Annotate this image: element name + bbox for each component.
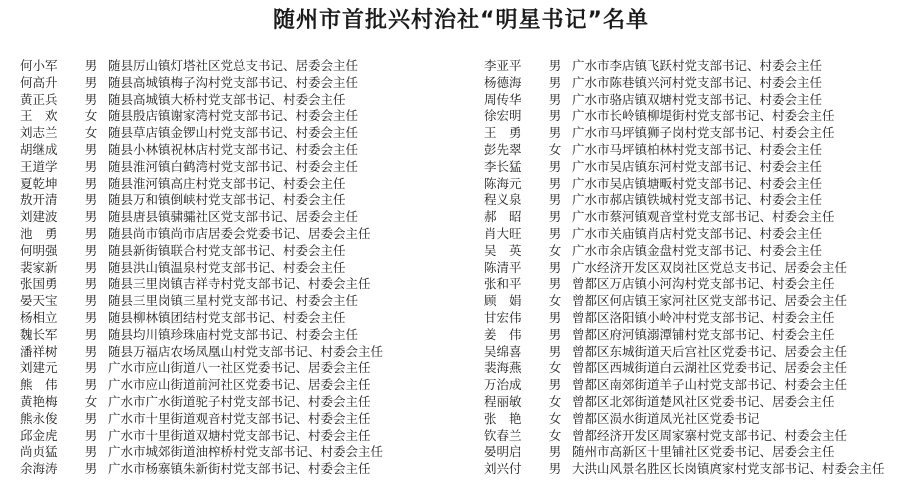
person-gender: 男 bbox=[84, 175, 98, 191]
person-position: 曾都区西城街道白云湖社区党委书记、居委会主任 bbox=[572, 360, 848, 376]
person-name: 晏明启 bbox=[484, 444, 522, 460]
person-name: 周传华 bbox=[484, 91, 522, 107]
list-item bbox=[484, 461, 885, 478]
person-gender: 男 bbox=[548, 461, 562, 477]
person-gender: 男 bbox=[548, 74, 562, 90]
person-name: 李亚平 bbox=[484, 58, 522, 73]
list-item bbox=[20, 461, 383, 478]
person-name: 胡继成 bbox=[20, 141, 58, 157]
person-position: 随县殷店镇谢家湾村党支部书记、村委会主任 bbox=[108, 108, 359, 124]
person-position: 随县三里岗镇吉祥寺村党支部书记、村委会主任 bbox=[108, 276, 371, 292]
list-item bbox=[20, 108, 383, 125]
person-name: 杨德海 bbox=[484, 74, 522, 90]
person-position: 随县淮河镇白鹤湾村党支部书记、村委会主任 bbox=[108, 158, 359, 174]
list-item bbox=[484, 92, 885, 109]
person-name: 黄艳梅 bbox=[20, 393, 58, 409]
person-position: 广水市骆店镇双塘村党支部书记、村委会主任 bbox=[572, 91, 823, 107]
person-position: 曾都区何店镇王家河社区党支部书记、居委会主任 bbox=[572, 293, 848, 309]
person-position: 广水市吴店镇东河村党支部书记、村委会主任 bbox=[572, 158, 823, 174]
person-name: 裴家新 bbox=[20, 259, 58, 275]
person-position: 广水市蔡河镇观音堂村党支部书记、村委会主任 bbox=[572, 209, 835, 225]
person-name: 姜 伟 bbox=[484, 326, 522, 342]
person-position: 曾都区府河镇溺潭铺村党支部书记、村委会主任 bbox=[572, 326, 835, 342]
person-name: 熊永俊 bbox=[20, 410, 58, 426]
person-name: 顾 娟 bbox=[484, 293, 522, 309]
person-name: 杨相立 bbox=[20, 309, 58, 325]
person-gender: 男 bbox=[84, 461, 98, 477]
person-position: 广水市余店镇金盘村党支部书记、村委会主任 bbox=[572, 242, 823, 258]
list-item bbox=[484, 327, 885, 344]
person-name: 王 欢 bbox=[20, 108, 58, 124]
person-name: 万治成 bbox=[484, 377, 522, 393]
person-name: 李长猛 bbox=[484, 158, 522, 174]
person-name: 郝 昭 bbox=[484, 209, 522, 225]
person-gender: 女 bbox=[548, 410, 562, 426]
person-gender: 男 bbox=[84, 326, 98, 342]
person-gender: 女 bbox=[84, 108, 98, 124]
person-position: 大洪山风景名胜区长岗镇庹家村党支部书记、村委会主任 bbox=[572, 461, 885, 477]
person-gender: 男 bbox=[548, 326, 562, 342]
list-item bbox=[484, 310, 885, 327]
person-position: 随县新街镇联合村党支部书记、村委会主任 bbox=[108, 242, 346, 258]
person-name: 刘建波 bbox=[20, 209, 58, 225]
person-gender: 男 bbox=[84, 444, 98, 460]
list-item bbox=[20, 260, 383, 277]
left-list bbox=[20, 58, 383, 478]
person-gender: 男 bbox=[548, 91, 562, 107]
list-item bbox=[20, 226, 383, 243]
person-name: 黄正兵 bbox=[20, 91, 58, 107]
person-gender: 男 bbox=[84, 141, 98, 157]
list-item bbox=[484, 428, 885, 445]
person-name: 刘建元 bbox=[20, 360, 58, 376]
person-name: 何明强 bbox=[20, 242, 58, 258]
list-item bbox=[484, 260, 885, 277]
person-gender: 男 bbox=[548, 209, 562, 225]
person-gender: 男 bbox=[84, 209, 98, 225]
person-name: 夏乾坤 bbox=[20, 175, 58, 191]
list-item bbox=[484, 75, 885, 92]
list-item bbox=[20, 176, 383, 193]
person-position: 曾都区洛阳镇小岭冲村党支部书记、村委会主任 bbox=[572, 309, 835, 325]
person-gender: 男 bbox=[84, 74, 98, 90]
list-item bbox=[20, 276, 383, 293]
person-position: 随县高城镇梅子沟村党支部书记、村委会主任 bbox=[108, 74, 359, 90]
person-name: 甘宏伟 bbox=[484, 309, 522, 325]
person-name: 潘祥树 bbox=[20, 343, 58, 359]
person-name: 张 艳 bbox=[484, 410, 522, 426]
list-item bbox=[20, 58, 383, 75]
list-item bbox=[484, 58, 885, 75]
person-gender: 男 bbox=[84, 276, 98, 292]
list-item bbox=[20, 125, 383, 142]
person-position: 随县高城镇大桥村党支部书记、村委会主任 bbox=[108, 91, 346, 107]
person-gender: 男 bbox=[84, 343, 98, 359]
person-gender: 男 bbox=[548, 175, 562, 191]
list-item bbox=[484, 125, 885, 142]
person-gender: 女 bbox=[548, 141, 562, 157]
person-position: 随县万和镇倒峡村党支部书记、村委会主任 bbox=[108, 192, 346, 208]
list-item bbox=[484, 226, 885, 243]
person-position: 广水市关庙镇肖店村党支部书记、村委会主任 bbox=[572, 225, 823, 241]
person-gender: 男 bbox=[84, 259, 98, 275]
person-name: 彭先翠 bbox=[484, 141, 522, 157]
person-gender: 男 bbox=[548, 192, 562, 208]
person-position: 随县三里岗镇三星村党支部书记、村委会主任 bbox=[108, 293, 359, 309]
person-gender: 男 bbox=[548, 225, 562, 241]
person-name: 熊 伟 bbox=[20, 377, 58, 393]
list-item bbox=[484, 360, 885, 377]
person-gender: 男 bbox=[84, 225, 98, 241]
person-name: 池 勇 bbox=[20, 225, 58, 241]
person-position: 广水经济开发区双岗社区党总支书记、居委会主任 bbox=[572, 259, 848, 275]
person-gender: 男 bbox=[548, 108, 562, 124]
person-gender: 男 bbox=[548, 58, 562, 73]
person-name: 余海涛 bbox=[20, 461, 58, 477]
person-position: 随州市高新区十里铺社区党委书记、居委会主任 bbox=[572, 444, 835, 460]
person-name: 何小军 bbox=[20, 58, 58, 73]
person-gender: 女 bbox=[548, 393, 562, 409]
person-position: 广水市李店镇飞跃村党支部书记、村委会主任 bbox=[572, 58, 823, 73]
list-item bbox=[484, 377, 885, 394]
person-name: 敖开清 bbox=[20, 192, 58, 208]
person-position: 随县小林镇祝林店村党支部书记、村委会主任 bbox=[108, 141, 359, 157]
list-item bbox=[484, 394, 885, 411]
person-name: 张国勇 bbox=[20, 276, 58, 292]
person-position: 随县万福店农场凤凰山村党支部书记、村委会主任 bbox=[108, 343, 384, 359]
person-name: 程义泉 bbox=[484, 192, 522, 208]
list-item bbox=[484, 159, 885, 176]
person-position: 广水市马坪镇柏林村党支部书记、村委会主任 bbox=[572, 141, 823, 157]
person-gender: 男 bbox=[84, 410, 98, 426]
list-item bbox=[20, 377, 383, 394]
person-gender: 男 bbox=[548, 259, 562, 275]
person-name: 尚贞猛 bbox=[20, 444, 58, 460]
list-item bbox=[484, 276, 885, 293]
person-gender: 男 bbox=[84, 158, 98, 174]
person-gender: 男 bbox=[84, 91, 98, 107]
person-position: 随县草店镇金锣山村党支部书记、村委会主任 bbox=[108, 125, 359, 141]
list-item bbox=[20, 142, 383, 159]
person-gender: 女 bbox=[548, 427, 562, 443]
person-gender: 男 bbox=[84, 293, 98, 309]
person-name: 何高升 bbox=[20, 74, 58, 90]
person-name: 晏天宝 bbox=[20, 293, 58, 309]
person-name: 吴 英 bbox=[484, 242, 522, 258]
list-item bbox=[20, 394, 383, 411]
person-gender: 女 bbox=[548, 293, 562, 309]
list-item bbox=[20, 192, 383, 209]
person-position: 广水市杨寨镇朱新街村党支部书记、村委会主任 bbox=[108, 461, 371, 477]
list-item bbox=[484, 444, 885, 461]
list-item bbox=[20, 428, 383, 445]
person-gender: 女 bbox=[548, 360, 562, 376]
right-list bbox=[484, 58, 885, 478]
person-position: 随县尚市镇尚市店居委会党委书记、居委会主任 bbox=[108, 225, 371, 241]
person-position: 广水市陈巷镇兴河村党支部书记、村委会主任 bbox=[572, 74, 823, 90]
person-gender: 女 bbox=[548, 242, 562, 258]
person-name: 吴绵喜 bbox=[484, 343, 522, 359]
person-position: 广水市长岭镇柳堤街村党支部书记、村委会主任 bbox=[572, 108, 835, 124]
list-item bbox=[20, 243, 383, 260]
person-gender: 男 bbox=[84, 192, 98, 208]
list-item bbox=[20, 209, 383, 226]
person-gender: 男 bbox=[548, 125, 562, 141]
person-position: 广水市城郊街道油榨桥村党支部书记、村委会主任 bbox=[108, 444, 384, 460]
list-item bbox=[484, 192, 885, 209]
person-gender: 男 bbox=[548, 444, 562, 460]
person-position: 随县淮河镇高庄村党支部书记、村委会主任 bbox=[108, 175, 346, 191]
list-item bbox=[20, 293, 383, 310]
list-item bbox=[484, 176, 885, 193]
person-name: 钦春兰 bbox=[484, 427, 522, 443]
person-name: 徐宏明 bbox=[484, 108, 522, 124]
person-position: 广水市郝店镇铁城村党支部书记、村委会主任 bbox=[572, 192, 823, 208]
list-item bbox=[484, 142, 885, 159]
person-position: 广水市广水街道驼子村党支部书记、村委会主任 bbox=[108, 393, 371, 409]
person-name: 陈海元 bbox=[484, 175, 522, 191]
person-position: 曾都经济开发区周家寨村党支部书记、村委会主任 bbox=[572, 427, 848, 443]
person-position: 曾都区东城街道天后宫社区党委书记、居委会主任 bbox=[572, 343, 848, 359]
list-item bbox=[20, 310, 383, 327]
list-item bbox=[20, 360, 383, 377]
person-position: 广水市马坪镇狮子岗村党支部书记、村委会主任 bbox=[572, 125, 835, 141]
person-position: 广水市吴店镇塘畈村党支部书记、村委会主任 bbox=[572, 175, 823, 191]
person-gender: 男 bbox=[548, 276, 562, 292]
person-gender: 女 bbox=[84, 125, 98, 141]
person-gender: 男 bbox=[84, 427, 98, 443]
list-item bbox=[20, 159, 383, 176]
person-name: 刘兴付 bbox=[484, 461, 522, 477]
person-position: 曾都区万店镇小河沟村党支部书记、村委会主任 bbox=[572, 276, 835, 292]
person-name: 程丽敏 bbox=[484, 393, 522, 409]
person-gender: 男 bbox=[548, 377, 562, 393]
person-gender: 男 bbox=[84, 309, 98, 325]
person-name: 邱金虎 bbox=[20, 427, 58, 443]
list-item bbox=[484, 209, 885, 226]
list-item bbox=[20, 327, 383, 344]
person-position: 曾都区涢水街道凤光社区党委书记 bbox=[572, 410, 760, 426]
person-position: 广水市应山街道前河社区党委书记、居委会主任 bbox=[108, 377, 371, 393]
list-item bbox=[20, 444, 383, 461]
person-gender: 男 bbox=[548, 309, 562, 325]
page-title: 随州市首批兴村治社“明星书记”名单 bbox=[273, 8, 649, 33]
person-gender: 女 bbox=[84, 393, 98, 409]
person-gender: 男 bbox=[84, 360, 98, 376]
list-item bbox=[484, 293, 885, 310]
person-position: 随县均川镇珍珠庙村党支部书记、村委会主任 bbox=[108, 326, 359, 342]
list-item bbox=[484, 344, 885, 361]
list-item bbox=[484, 108, 885, 125]
person-position: 随县洪山镇温泉村党支部书记、村委会主任 bbox=[108, 259, 346, 275]
person-position: 曾都区北郊街道楚风社区党委书记、居委会主任 bbox=[572, 393, 835, 409]
person-gender: 男 bbox=[84, 58, 98, 73]
person-position: 广水市十里街道观音村党支部书记、村委会主任 bbox=[108, 410, 371, 426]
person-gender: 男 bbox=[548, 158, 562, 174]
list-item bbox=[20, 344, 383, 361]
list-item bbox=[20, 75, 383, 92]
person-position: 曾都区南郊街道羊子山村党支部书记、村委会主任 bbox=[572, 377, 848, 393]
list-item bbox=[20, 411, 383, 428]
person-position: 广水市十里街道双塘村党支部书记、村委会主任 bbox=[108, 427, 371, 443]
list-item bbox=[484, 243, 885, 260]
person-gender: 男 bbox=[84, 377, 98, 393]
person-name: 裴海燕 bbox=[484, 360, 522, 376]
person-name: 刘志兰 bbox=[20, 125, 58, 141]
person-position: 广水市应山街道八一社区党委书记、居委会主任 bbox=[108, 360, 371, 376]
person-position: 随县厉山镇灯塔社区党总支书记、居委会主任 bbox=[108, 58, 359, 73]
person-name: 王 勇 bbox=[484, 125, 522, 141]
person-position: 随县唐县镇骕骦社区党支部书记、居委会主任 bbox=[108, 209, 359, 225]
list-item bbox=[20, 92, 383, 109]
person-name: 张和平 bbox=[484, 276, 522, 292]
person-gender: 男 bbox=[548, 343, 562, 359]
person-name: 魏长军 bbox=[20, 326, 58, 342]
person-name: 陈清平 bbox=[484, 259, 522, 275]
person-name: 肖大旺 bbox=[484, 225, 522, 241]
person-name: 王道学 bbox=[20, 158, 58, 174]
list-item bbox=[484, 411, 885, 428]
person-gender: 男 bbox=[84, 242, 98, 258]
person-position: 随县柳林镇团结村党支部书记、村委会主任 bbox=[108, 309, 346, 325]
